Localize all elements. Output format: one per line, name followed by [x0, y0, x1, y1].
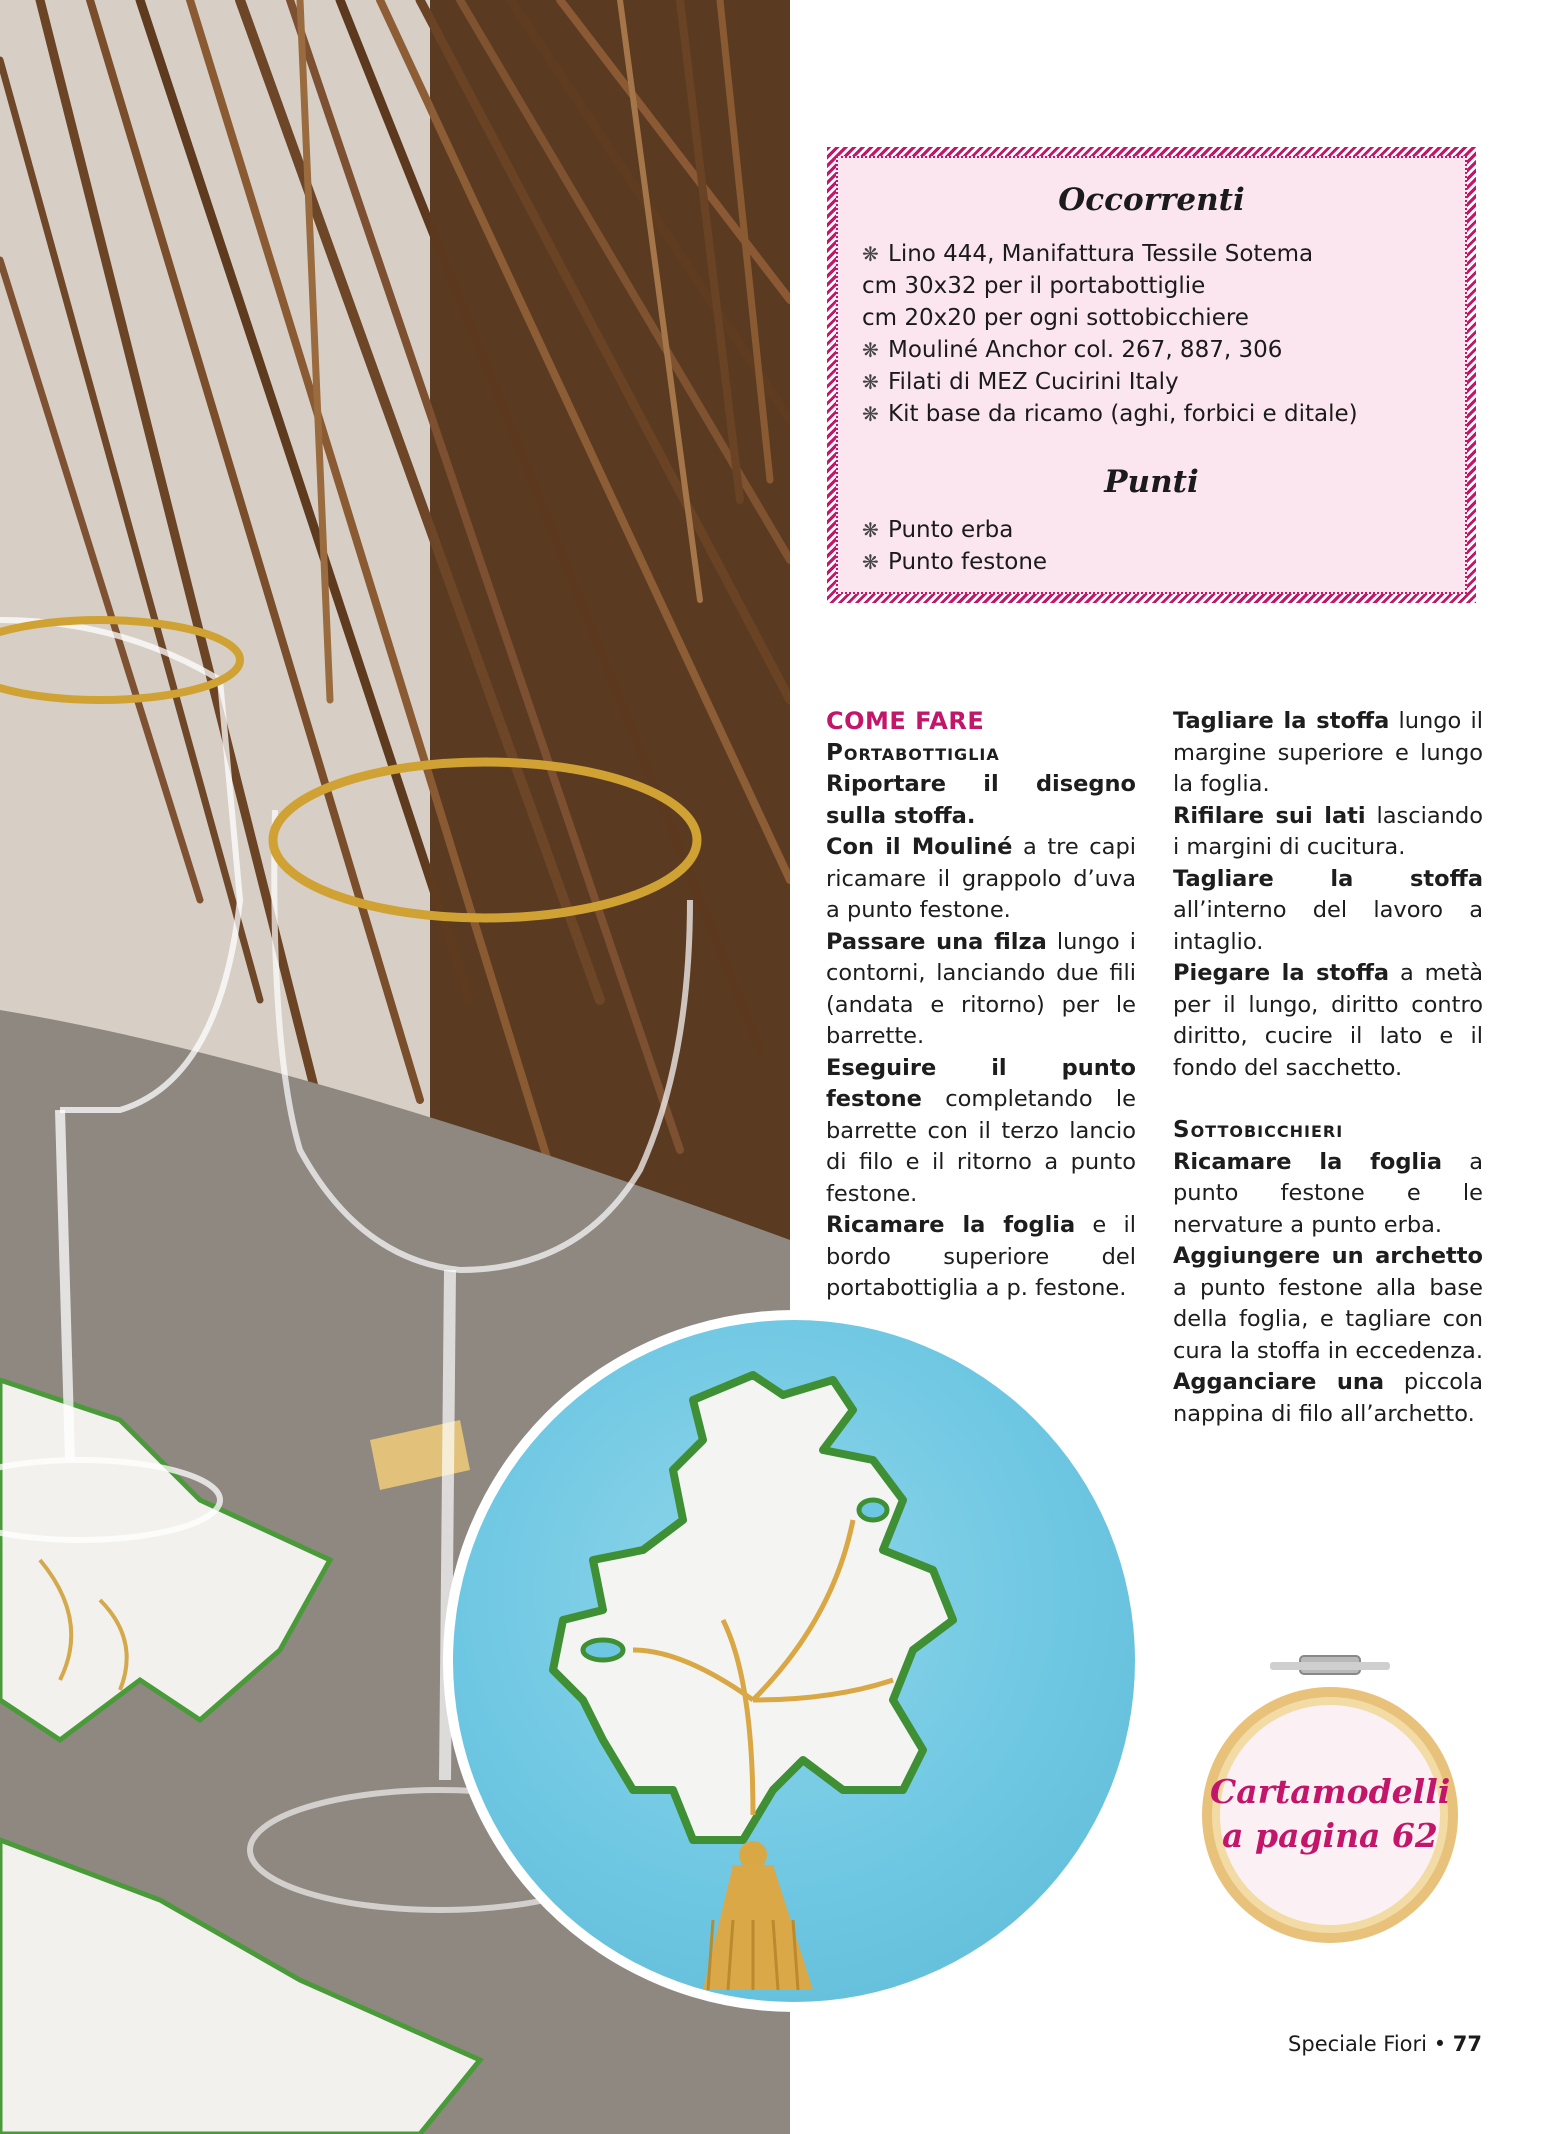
instruction-step: Con il Mouliné a tre capi ricamare il grappolo d’uva a punto festone. [826, 834, 1137, 923]
instruction-step: Passare una filza lungo i contorni, lanciando due fili (andata e ritorno) per le barrette. [826, 928, 1136, 1049]
instruction-step: Riportare il disegno sulla stoffa. [826, 771, 1136, 829]
page-footer [1288, 2032, 1482, 2056]
instruction-step: Tagliare la stoffa all’interno del lavoro a intaglio. [1173, 865, 1483, 955]
subsection-title: Sottobicchieri [1173, 1117, 1344, 1143]
pattern-page-badge: Cartamodelli a pagina 62 [1210, 1772, 1451, 1855]
materials-box [827, 147, 1476, 603]
asterisk-flower-icon: ❋ [862, 402, 879, 426]
leaf-coaster-illustration [453, 1320, 1135, 2002]
asterisk-flower-icon: ❋ [862, 338, 879, 362]
list-item: cm 30x32 per il portabottiglie [862, 273, 1206, 299]
list-item: ❋ Filati di MEZ Cucirini Italy [862, 366, 1358, 398]
instruction-step: Eseguire il punto festone completando le barrette con il terzo lancio di filo e il ritorno a punto festone. [826, 1054, 1136, 1207]
list-item: ❋ Lino 444, Manifattura Tessile Sotema [862, 238, 1358, 270]
list-item: ❋ Punto festone [862, 546, 1047, 578]
asterisk-flower-icon: ❋ [862, 518, 879, 542]
instructions-column-right [1173, 706, 1483, 1430]
instruction-step: Tagliare la stoffa lungo il margine superiore e lungo la foglia. [1173, 708, 1483, 797]
materials-list [862, 238, 1358, 430]
asterisk-flower-icon: ❋ [862, 242, 879, 266]
instruction-step: Ricamare la foglia a punto festone e le nervature a punto erba. [1173, 1148, 1483, 1238]
page-number: 77 [1452, 2032, 1482, 2056]
list-item: ❋ Kit base da ricamo (aghi, forbici e ditale) [862, 398, 1358, 430]
footer-separator: • [1433, 2032, 1447, 2056]
instruction-step: Aggiungere un archetto a punto festone alla base della foglia, e tagliare con cura la stoffa in eccedenza. [1173, 1243, 1483, 1364]
instruction-step: Agganciare una piccola nappina di filo all’archetto. [1173, 1369, 1484, 1427]
list-item: ❋ Punto erba [862, 514, 1047, 546]
asterisk-flower-icon: ❋ [862, 370, 879, 394]
subsection-title: Portabottiglia [826, 739, 1000, 766]
stitches-heading: Punti [1104, 464, 1199, 500]
materials-heading: Occorrenti [1058, 182, 1245, 218]
list-item: cm 20x20 per ogni sottobicchiere [862, 305, 1249, 331]
stitches-list [862, 514, 1047, 578]
magazine-name: Speciale Fiori [1288, 2032, 1427, 2056]
coaster-detail-photo [443, 1310, 1145, 2012]
instruction-step: Piegare la stoffa a metà per il lungo, diritto contro diritto, cucire il lato e il fondo del sacchetto. [1173, 960, 1483, 1081]
instruction-step: Rifilare sui lati lasciando i margini di cucitura. [1173, 802, 1483, 860]
instructions-column-left [826, 706, 1136, 1305]
asterisk-flower-icon: ❋ [862, 550, 879, 574]
section-title: COME FARE [826, 707, 985, 735]
list-item: ❋ Mouliné Anchor col. 267, 887, 306 [862, 334, 1358, 366]
instruction-step: Ricamare la foglia e il bordo superiore del portabottiglia a p. festone. [826, 1212, 1136, 1301]
